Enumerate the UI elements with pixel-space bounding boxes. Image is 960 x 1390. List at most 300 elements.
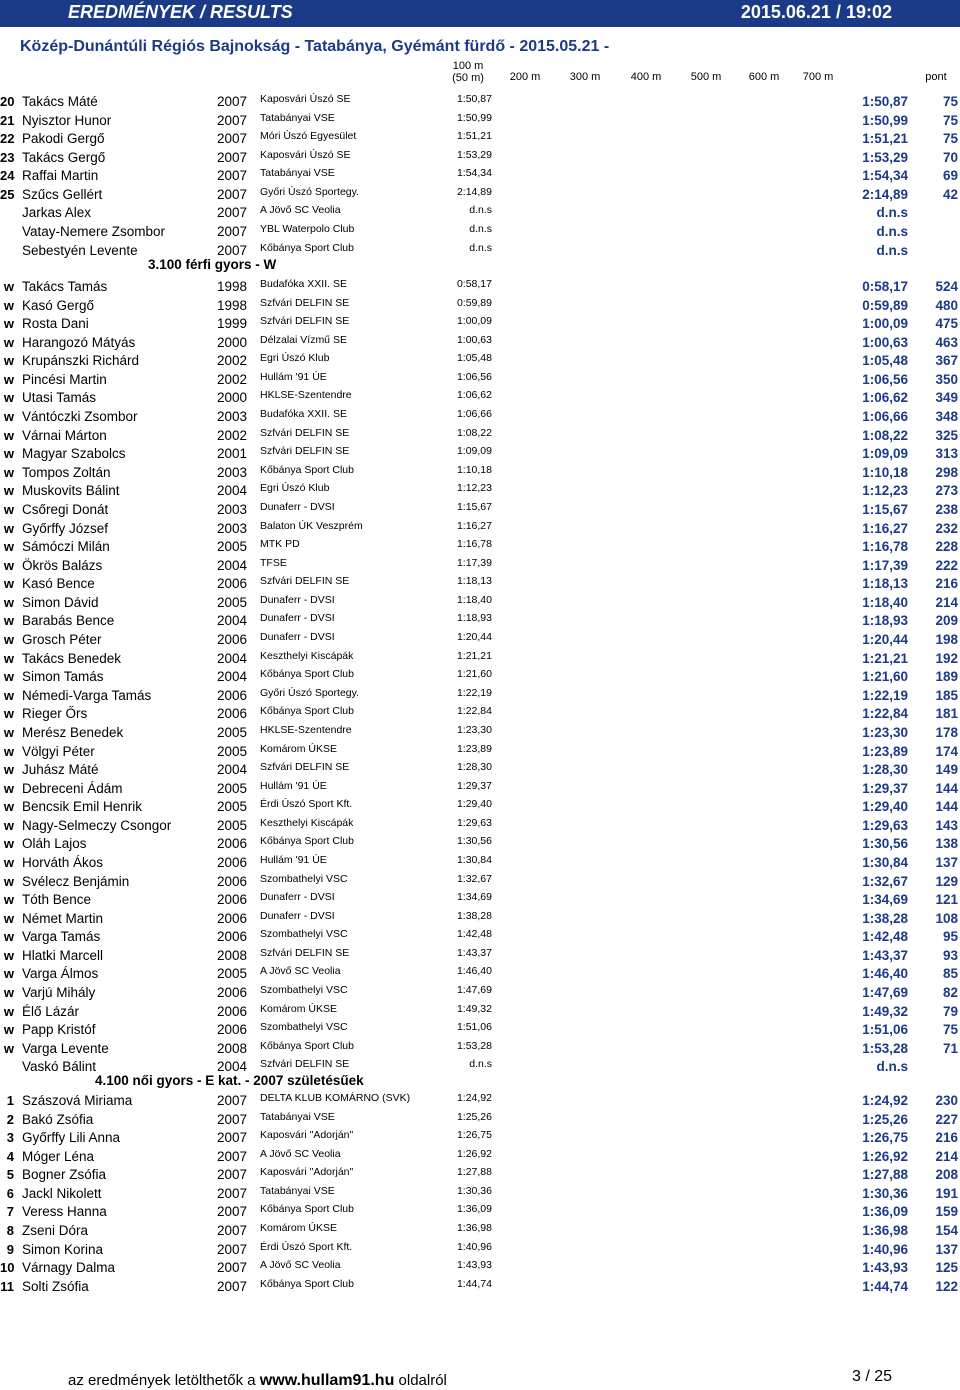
points: 480 bbox=[935, 297, 958, 313]
birth-year: 2007 bbox=[217, 1111, 248, 1127]
col-split600: 600 m bbox=[748, 71, 780, 83]
final-time: 1:08,22 bbox=[862, 427, 908, 443]
club: Szfvári DELFIN SE bbox=[260, 296, 350, 309]
split-100m: 1:21,21 bbox=[456, 649, 492, 662]
rank: 20 bbox=[0, 94, 15, 109]
birth-year: 2005 bbox=[217, 539, 248, 555]
club: Dunaferr - DVSI bbox=[260, 631, 335, 644]
birth-year: 2005 bbox=[217, 724, 248, 740]
points: 350 bbox=[935, 371, 958, 387]
points: 298 bbox=[935, 464, 958, 480]
result-row bbox=[0, 242, 960, 260]
swimmer-name: Solti Zsófia bbox=[22, 1278, 89, 1294]
birth-year: 2006 bbox=[217, 985, 248, 1001]
club: Szfvári DELFIN SE bbox=[260, 761, 350, 774]
birth-year: 2001 bbox=[217, 446, 248, 462]
final-time: 1:38,28 bbox=[862, 910, 908, 926]
rank: w bbox=[3, 576, 14, 592]
rank: w bbox=[3, 632, 14, 648]
club: A Jövő SC Veolia bbox=[260, 204, 341, 217]
split-100m: 1:09,09 bbox=[456, 445, 492, 458]
split-100m: 1:16,27 bbox=[456, 519, 492, 532]
rank: 23 bbox=[0, 149, 15, 165]
split-100m: 1:53,29 bbox=[456, 148, 492, 161]
rank: w bbox=[3, 279, 14, 294]
birth-year: 2006 bbox=[217, 1022, 248, 1038]
swimmer-name: Varga Tamás bbox=[22, 929, 101, 945]
points: 149 bbox=[935, 762, 958, 778]
birth-year: 2007 bbox=[217, 1185, 248, 1201]
swimmer-name: Krupánszki Richárd bbox=[22, 353, 140, 369]
split-100m: 1:06,62 bbox=[456, 389, 492, 402]
birth-year: 2002 bbox=[217, 353, 248, 369]
points: 71 bbox=[942, 1040, 958, 1056]
club: Kőbánya Sport Club bbox=[260, 241, 354, 254]
split-100m: d.n.s bbox=[469, 223, 492, 236]
final-time: 1:53,29 bbox=[862, 149, 908, 165]
birth-year: 1999 bbox=[217, 316, 248, 332]
club: Komárom ÚKSE bbox=[260, 1222, 338, 1235]
col-split100-line2: (50 m) bbox=[452, 72, 484, 84]
footer-text-after: oldalról bbox=[398, 1372, 447, 1389]
birth-year: 2006 bbox=[217, 1003, 248, 1019]
points: 214 bbox=[935, 594, 958, 610]
split-100m: 1:26,92 bbox=[456, 1147, 492, 1160]
points: 121 bbox=[935, 892, 958, 908]
club: Dunaferr - DVSI bbox=[260, 500, 335, 513]
final-time: 1:18,40 bbox=[862, 594, 908, 610]
rank: 5 bbox=[6, 1167, 14, 1183]
club: Hullám '91 ÚE bbox=[260, 370, 327, 383]
club: Szfvári DELFIN SE bbox=[260, 575, 350, 588]
rank: 8 bbox=[6, 1223, 14, 1239]
swimmer-name: Simon Korina bbox=[22, 1241, 104, 1257]
points: 143 bbox=[935, 817, 958, 833]
split-100m: 1:50,99 bbox=[456, 111, 492, 124]
points: 75 bbox=[942, 131, 958, 147]
club: Szfvári DELFIN SE bbox=[260, 315, 350, 328]
club: Kőbánya Sport Club bbox=[260, 705, 354, 718]
swimmer-name: Zseni Dóra bbox=[22, 1223, 89, 1239]
birth-year: 1998 bbox=[217, 279, 248, 294]
points: 189 bbox=[935, 669, 958, 685]
points: 85 bbox=[942, 966, 958, 982]
points: 75 bbox=[942, 1022, 958, 1038]
col-split100-line1: 100 m bbox=[452, 60, 484, 72]
page-number: 3 / 25 bbox=[851, 1368, 892, 1385]
club: Tatabányai VSE bbox=[260, 167, 335, 180]
rank: w bbox=[3, 1022, 14, 1038]
club: Keszthelyi Kiscápák bbox=[260, 816, 354, 829]
birth-year: 2007 bbox=[217, 1241, 248, 1257]
points: 192 bbox=[935, 650, 958, 666]
rank: w bbox=[3, 873, 14, 889]
final-time: 1:50,87 bbox=[862, 94, 908, 109]
points: 144 bbox=[935, 799, 958, 815]
final-time: d.n.s bbox=[876, 1059, 908, 1075]
rank: w bbox=[3, 1003, 14, 1019]
header-bar bbox=[0, 0, 960, 27]
rank: w bbox=[3, 836, 14, 852]
swimmer-name: Simon Dávid bbox=[22, 594, 99, 610]
swimmer-name: Bencsik Emil Henrik bbox=[22, 799, 143, 815]
swimmer-name: Juhász Máté bbox=[22, 762, 99, 778]
points: 185 bbox=[935, 687, 958, 703]
swimmer-name: Sebestyén Levente bbox=[22, 242, 138, 258]
club: Keszthelyi Kiscápák bbox=[260, 649, 354, 662]
rank: w bbox=[3, 966, 14, 982]
report-datetime: 2015.06.21 / 19:02 bbox=[740, 2, 892, 22]
points: 159 bbox=[935, 1204, 958, 1220]
col-split100 bbox=[440, 60, 496, 84]
rank: w bbox=[3, 910, 14, 926]
final-time: 1:30,56 bbox=[862, 836, 908, 852]
split-100m: 1:00,63 bbox=[456, 333, 492, 346]
points: 230 bbox=[935, 1093, 958, 1108]
swimmer-name: Takács Gergő bbox=[22, 149, 106, 165]
split-100m: 1:10,18 bbox=[456, 463, 492, 476]
final-time: 1:29,40 bbox=[862, 799, 908, 815]
rank: w bbox=[3, 390, 14, 406]
rank: 21 bbox=[0, 112, 15, 128]
club: Kőbánya Sport Club bbox=[260, 668, 354, 681]
rank: w bbox=[3, 1040, 14, 1056]
points: 82 bbox=[942, 985, 958, 1001]
rank: w bbox=[3, 427, 14, 443]
club: Szfvári DELFIN SE bbox=[260, 426, 350, 439]
split-100m: 1:29,63 bbox=[456, 816, 492, 829]
points: 144 bbox=[935, 780, 958, 796]
birth-year: 2003 bbox=[217, 520, 248, 536]
birth-year: 2004 bbox=[217, 613, 248, 629]
swimmer-name: Kasó Bence bbox=[22, 576, 95, 592]
points: 178 bbox=[935, 724, 958, 740]
swimmer-name: Német Martin bbox=[22, 910, 104, 926]
club: Kőbánya Sport Club bbox=[260, 835, 354, 848]
birth-year: 2003 bbox=[217, 464, 248, 480]
club: Kaposvári "Adorján" bbox=[260, 1129, 354, 1142]
swimmer-name: Rosta Dani bbox=[22, 316, 89, 332]
club: Móri Úszó Egyesület bbox=[260, 130, 357, 143]
rank: 10 bbox=[0, 1260, 15, 1276]
points: 108 bbox=[935, 910, 958, 926]
points: 122 bbox=[935, 1278, 958, 1294]
club: YBL Waterpolo Club bbox=[260, 223, 355, 236]
swimmer-name: Pincési Martin bbox=[22, 371, 107, 387]
club: Szombathelyi VSC bbox=[260, 984, 348, 997]
points: 93 bbox=[942, 947, 958, 963]
birth-year: 2003 bbox=[217, 409, 248, 425]
split-100m: 1:18,13 bbox=[456, 575, 492, 588]
club: HKLSE-Szentendre bbox=[260, 389, 352, 402]
final-time: 1:00,09 bbox=[862, 316, 908, 332]
final-time: 1:25,26 bbox=[862, 1111, 908, 1127]
split-100m: 1:25,26 bbox=[456, 1110, 492, 1123]
swimmer-name: Szászová Miriama bbox=[22, 1093, 133, 1108]
birth-year: 2006 bbox=[217, 687, 248, 703]
split-100m: 1:47,69 bbox=[456, 984, 492, 997]
col-split300: 300 m bbox=[569, 71, 601, 83]
birth-year: 2005 bbox=[217, 799, 248, 815]
final-time: 1:49,32 bbox=[862, 1003, 908, 1019]
rank: w bbox=[3, 409, 14, 425]
rank: 3 bbox=[6, 1130, 14, 1146]
rank: w bbox=[3, 817, 14, 833]
swimmer-name: Barabás Bence bbox=[22, 613, 115, 629]
rank: w bbox=[3, 799, 14, 815]
rank: 11 bbox=[0, 1278, 14, 1294]
points: 138 bbox=[935, 836, 958, 852]
club: Kőbánya Sport Club bbox=[260, 1039, 354, 1052]
swimmer-name: Muskovits Bálint bbox=[22, 483, 120, 499]
final-time: 1:06,66 bbox=[862, 409, 908, 425]
rank: w bbox=[3, 669, 14, 685]
swimmer-name: Bogner Zsófia bbox=[22, 1167, 107, 1183]
split-100m: 1:36,98 bbox=[456, 1222, 492, 1235]
swimmer-name: Takács Tamás bbox=[22, 279, 108, 294]
split-100m: 1:08,22 bbox=[456, 426, 492, 439]
rank: w bbox=[3, 353, 14, 369]
split-100m: 1:06,56 bbox=[456, 370, 492, 383]
club: Egri Úszó Klub bbox=[260, 482, 330, 495]
split-100m: 1:30,36 bbox=[456, 1184, 492, 1197]
club: Kőbánya Sport Club bbox=[260, 1277, 354, 1290]
birth-year: 2006 bbox=[217, 854, 248, 870]
swimmer-name: Jackl Nikolett bbox=[22, 1185, 102, 1201]
points: 69 bbox=[942, 168, 958, 184]
split-100m: 1:00,09 bbox=[456, 315, 492, 328]
final-time: 1:28,30 bbox=[862, 762, 908, 778]
club: Komárom ÚKSE bbox=[260, 1002, 338, 1015]
birth-year: 2008 bbox=[217, 947, 248, 963]
birth-year: 2005 bbox=[217, 594, 248, 610]
points: 125 bbox=[935, 1260, 958, 1276]
final-time: 1:16,27 bbox=[862, 520, 908, 536]
swimmer-name: Nyisztor Hunor bbox=[22, 112, 112, 128]
swimmer-name: Várnai Márton bbox=[22, 427, 107, 443]
club: Tatabányai VSE bbox=[260, 1110, 335, 1123]
final-time: 1:46,40 bbox=[862, 966, 908, 982]
split-100m: 1:44,74 bbox=[456, 1277, 492, 1290]
final-time: 1:21,60 bbox=[862, 669, 908, 685]
split-100m: 1:18,93 bbox=[456, 612, 492, 625]
swimmer-name: Oláh Lajos bbox=[22, 836, 87, 852]
split-100m: 1:43,93 bbox=[456, 1259, 492, 1272]
birth-year: 2005 bbox=[217, 743, 248, 759]
split-100m: 1:05,48 bbox=[456, 352, 492, 365]
birth-year: 2007 bbox=[217, 1260, 248, 1276]
final-time: 2:14,89 bbox=[862, 186, 908, 202]
club: Budafóka XXII. SE bbox=[260, 408, 347, 421]
birth-year: 2005 bbox=[217, 780, 248, 796]
page-title: EREDMÉNYEK / RESULTS bbox=[68, 2, 293, 22]
club: Hullám '91 ÚE bbox=[260, 779, 327, 792]
split-100m: 1:16,78 bbox=[456, 538, 492, 551]
rank: w bbox=[3, 762, 14, 778]
split-100m: 1:42,48 bbox=[456, 928, 492, 941]
club: Dunaferr - DVSI bbox=[260, 612, 335, 625]
final-time: 1:42,48 bbox=[862, 929, 908, 945]
split-100m: 1:17,39 bbox=[456, 556, 492, 569]
birth-year: 2007 bbox=[217, 1148, 248, 1164]
final-time: d.n.s bbox=[876, 242, 908, 258]
footer-link[interactable]: www.hullam91.hu bbox=[259, 1372, 395, 1389]
club: DELTA KLUB KOMÁRNO (SVK) bbox=[260, 1092, 411, 1104]
birth-year: 2007 bbox=[217, 112, 248, 128]
birth-year: 2007 bbox=[217, 1167, 248, 1183]
final-time: 1:20,44 bbox=[862, 632, 908, 648]
swimmer-name: Magyar Szabolcs bbox=[22, 446, 126, 462]
final-time: d.n.s bbox=[876, 224, 908, 240]
club: Szombathelyi VSC bbox=[260, 928, 348, 941]
rank: w bbox=[3, 446, 14, 462]
final-time: 1:05,48 bbox=[862, 353, 908, 369]
final-time: 1:06,62 bbox=[862, 390, 908, 406]
split-100m: 1:32,67 bbox=[456, 872, 492, 885]
rank: w bbox=[3, 780, 14, 796]
birth-year: 2003 bbox=[217, 501, 248, 517]
club: Dunaferr - DVSI bbox=[260, 593, 335, 606]
rank: 4 bbox=[6, 1148, 14, 1164]
club: Tatabányai VSE bbox=[260, 111, 335, 124]
swimmer-name: Papp Kristóf bbox=[22, 1022, 96, 1038]
col-split500: 500 m bbox=[690, 71, 722, 83]
swimmer-name: Várnagy Dalma bbox=[22, 1260, 116, 1276]
rank: w bbox=[3, 650, 14, 666]
points: 75 bbox=[942, 112, 958, 128]
birth-year: 2006 bbox=[217, 706, 248, 722]
swimmer-name: Jarkas Alex bbox=[22, 205, 92, 221]
rank: w bbox=[3, 947, 14, 963]
club: A Jövő SC Veolia bbox=[260, 1259, 341, 1272]
swimmer-name: Élő Lázár bbox=[22, 1003, 80, 1019]
swimmer-name: Kasó Gergő bbox=[22, 297, 95, 313]
club: TFSE bbox=[260, 556, 287, 569]
final-time: 1:22,84 bbox=[862, 706, 908, 722]
split-100m: 1:20,44 bbox=[456, 631, 492, 644]
club: Dunaferr - DVSI bbox=[260, 909, 335, 922]
split-100m: 1:12,23 bbox=[456, 482, 492, 495]
split-100m: 1:21,60 bbox=[456, 668, 492, 681]
rank: 2 bbox=[6, 1111, 14, 1127]
split-100m: 1:50,87 bbox=[456, 93, 492, 105]
final-time: 1:22,19 bbox=[862, 687, 908, 703]
final-time: 1:26,92 bbox=[862, 1148, 908, 1164]
swimmer-name: Nagy-Selmeczy Csongor bbox=[22, 817, 172, 833]
split-100m: 1:29,37 bbox=[456, 779, 492, 792]
club: Komárom ÚKSE bbox=[260, 742, 338, 755]
final-time: 1:29,63 bbox=[862, 817, 908, 833]
rank: w bbox=[3, 687, 14, 703]
club: Győri Úszó Sportegy. bbox=[260, 686, 360, 699]
swimmer-name: Takács Máté bbox=[22, 94, 98, 109]
split-100m: 1:06,66 bbox=[456, 408, 492, 421]
points: 475 bbox=[935, 316, 958, 332]
event-heading-100-noi-gyors: 4.100 női gyors - E kat. - 2007 születésűek bbox=[95, 1073, 364, 1088]
swimmer-name: Varga Álmos bbox=[22, 966, 99, 982]
split-100m: 1:18,40 bbox=[456, 593, 492, 606]
final-time: 1:16,78 bbox=[862, 539, 908, 555]
split-100m: 1:54,34 bbox=[456, 167, 492, 180]
birth-year: 2007 bbox=[217, 1278, 248, 1294]
points: 273 bbox=[935, 483, 958, 499]
rank: 1 bbox=[6, 1093, 14, 1108]
swimmer-name: Csőregi Donát bbox=[22, 501, 109, 517]
split-100m: d.n.s bbox=[469, 241, 492, 254]
birth-year: 2007 bbox=[217, 224, 248, 240]
final-time: 1:51,06 bbox=[862, 1022, 908, 1038]
swimmer-name: Bakó Zsófia bbox=[22, 1111, 94, 1127]
split-100m: 1:53,28 bbox=[456, 1039, 492, 1052]
split-100m: 1:23,89 bbox=[456, 742, 492, 755]
final-time: 1:21,21 bbox=[862, 650, 908, 666]
rank: w bbox=[3, 985, 14, 1001]
club: Szfvári DELFIN SE bbox=[260, 946, 350, 959]
rank: w bbox=[3, 743, 14, 759]
split-100m: 1:43,37 bbox=[456, 946, 492, 959]
rank: w bbox=[3, 594, 14, 610]
club: Budafóka XXII. SE bbox=[260, 278, 347, 290]
birth-year: 2005 bbox=[217, 966, 248, 982]
points: 75 bbox=[942, 94, 958, 109]
club: Egri Úszó Klub bbox=[260, 352, 330, 365]
club: Kaposvári Úszó SE bbox=[260, 93, 351, 105]
final-time: 1:12,23 bbox=[862, 483, 908, 499]
club: Dunaferr - DVSI bbox=[260, 891, 335, 904]
split-100m: 1:29,40 bbox=[456, 798, 492, 811]
final-time: 1:10,18 bbox=[862, 464, 908, 480]
birth-year: 2004 bbox=[217, 762, 248, 778]
swimmer-name: Vántóczki Zsombor bbox=[22, 409, 138, 425]
points: 348 bbox=[935, 409, 958, 425]
points: 524 bbox=[935, 279, 958, 294]
points: 222 bbox=[935, 557, 958, 573]
rank: w bbox=[3, 724, 14, 740]
col-points: pont bbox=[925, 71, 947, 83]
birth-year: 2004 bbox=[217, 1059, 248, 1075]
birth-year: 2007 bbox=[217, 94, 248, 109]
final-time: 1:15,67 bbox=[862, 501, 908, 517]
club: Délzalai Vízmű SE bbox=[260, 333, 347, 346]
swimmer-name: Vaskó Bálint bbox=[22, 1059, 97, 1075]
points: 228 bbox=[935, 539, 958, 555]
swimmer-name: Győrffy József bbox=[22, 520, 109, 536]
points: 79 bbox=[942, 1003, 958, 1019]
swimmer-name: Pakodi Gergő bbox=[22, 131, 105, 147]
points: 174 bbox=[935, 743, 958, 759]
final-time: 1:47,69 bbox=[862, 985, 908, 1001]
club: Kaposvári Úszó SE bbox=[260, 148, 351, 161]
rank: w bbox=[3, 539, 14, 555]
rank: w bbox=[3, 297, 14, 313]
birth-year: 2007 bbox=[217, 168, 248, 184]
final-time: 1:06,56 bbox=[862, 371, 908, 387]
event-heading-100-ferfi-gyors: 3.100 férfi gyors - W bbox=[148, 257, 277, 272]
final-time: 1:18,93 bbox=[862, 613, 908, 629]
club: Szfvári DELFIN SE bbox=[260, 1058, 350, 1071]
points: 137 bbox=[935, 854, 958, 870]
split-100m: 1:22,84 bbox=[456, 705, 492, 718]
club: Szombathelyi VSC bbox=[260, 872, 348, 885]
footer-text: az eredmények letölthetők a bbox=[68, 1372, 256, 1389]
col-split200: 200 m bbox=[509, 71, 541, 83]
swimmer-name: Utasi Tamás bbox=[22, 390, 97, 406]
result-row bbox=[0, 1278, 960, 1296]
club: Szfvári DELFIN SE bbox=[260, 445, 350, 458]
swimmer-name: Hlatki Marcell bbox=[22, 947, 104, 963]
footer-note bbox=[68, 1372, 447, 1390]
points: 367 bbox=[935, 353, 958, 369]
